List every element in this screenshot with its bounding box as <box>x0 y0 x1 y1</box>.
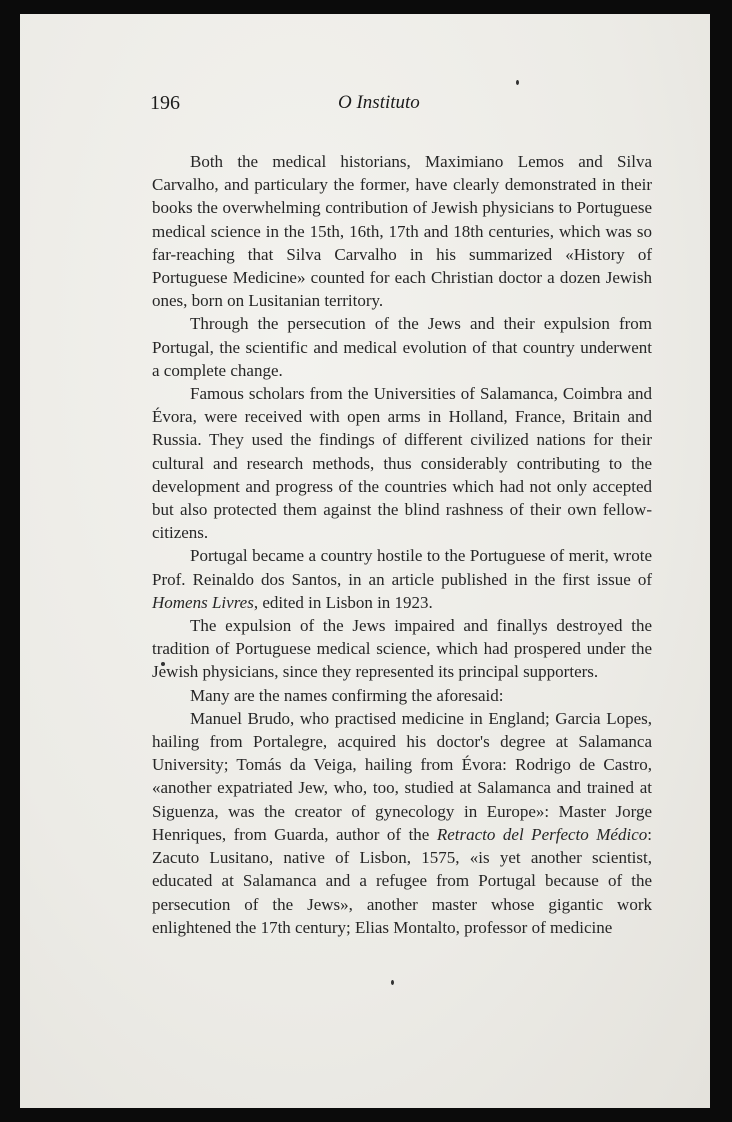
ink-speck <box>391 980 394 985</box>
paragraph: The expulsion of the Jews impaired and finallys destroyed the tradition of Portuguese medical science, which had prospered under the Jewish physicians, since they represented its principal supporters. <box>152 616 652 682</box>
paragraph-text: : Zacuto Lusitano, native of Lisbon, 1575, «is yet another scientist, educated at Salamanca and a refugee from Portugal because of the persecution of the Jews», another master whose gigantic work enlightened the 17th century; Elias Montalto, professor of medicine <box>152 824 652 937</box>
page-header <box>150 92 455 118</box>
paragraph-text: , edited in Lisbon in 1923. <box>253 592 433 612</box>
paragraph <box>152 544 652 614</box>
paragraph: Both the medical historians, Maximiano Lemos and Silva Carvalho, and particulary the former, have clearly demonstrated in their books the overwhelming contribution of Jewish physicians to Portuguese medical science in the 15th, 16th, 17th and 18th centuries, which was so far-reaching that Silva Carvalho in his summarized «History of Portuguese Medicine» counted for each Christian doctor a dozen Jewish ones, born on Lusitanian territory. <box>152 152 652 311</box>
body-text <box>152 150 652 939</box>
page-number: 196 <box>150 92 180 114</box>
italic-title: Homens Livres <box>152 592 254 612</box>
paragraph: Through the persecution of the Jews and their expulsion from Portugal, the scientific and medical evolution of that country underwent a complete change. <box>152 314 652 380</box>
paragraph <box>152 707 652 939</box>
paragraph-text: Manuel Brudo, who practised medicine in England; Garcia Lopes, hailing from Portalegre, acquired his doctor's degree at Salamanca University; Tomás da Veiga, hailing from Évora: Rodrigo de Castro, «another expatriated Jew, who, too, studied at Salamanca and trained at Siguenza, was the creator of gynecology in Europe»: Master Jorge Henriques, from Guarda, author of the <box>152 708 652 844</box>
paragraph: Famous scholars from the Universities of Salamanca, Coimbra and Évora, were received with open arms in Holland, France, Britain and Russia. They used the findings of different civilized nations for their cultural and research methods, thus considerably contributing to the development and progress of the countries which had not only accepted but also protected them against the blind rashness of their own fellow-citizens. <box>152 384 652 543</box>
running-title: O Instituto <box>338 92 420 113</box>
italic-title: Retracto del Perfecto Médico <box>436 824 648 844</box>
paragraph: Many are the names confirming the aforesaid: <box>190 685 504 705</box>
paragraph-text: Portugal became a country hostile to the Portuguese of merit, wrote Prof. Reinaldo dos Santos, in an article published in the first issue of <box>152 546 652 589</box>
ink-speck <box>516 80 519 85</box>
